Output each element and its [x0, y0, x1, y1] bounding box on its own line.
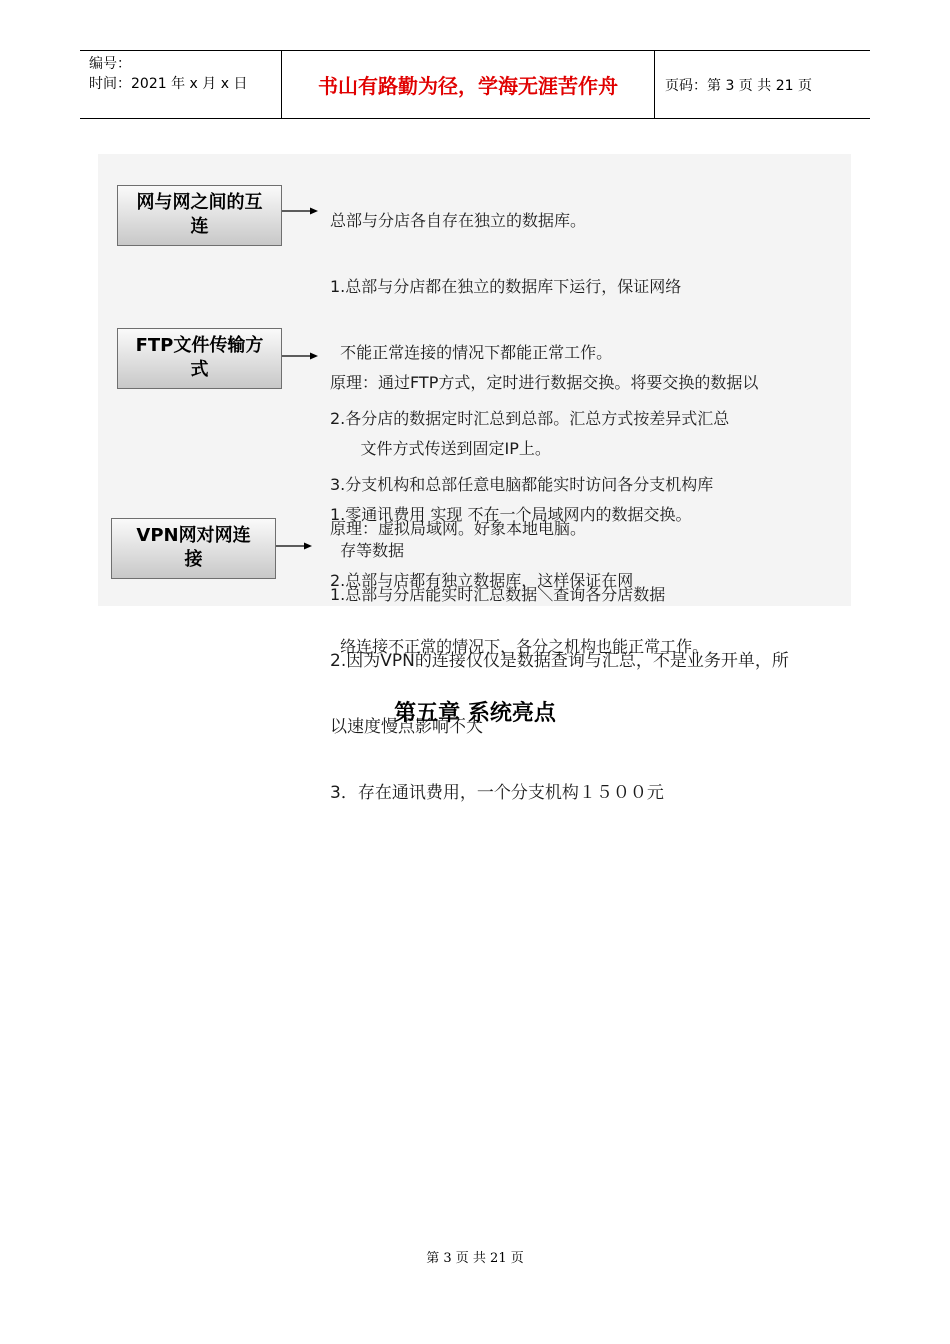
desc-line: 络连接不正常的情况下，各分之机构也能正常工作。 — [330, 637, 709, 656]
desc-line: 1.总部与分店都在独立的数据库下运行，保证网络 — [330, 277, 682, 296]
box-ftp-transfer — [117, 328, 282, 389]
serial-label: 编号： — [89, 56, 131, 72]
desc-line: 文件方式传送到固定IP上。 — [330, 439, 551, 458]
box-line: 网与网之间的互 — [136, 192, 263, 213]
time-label: 时间：2021 年 x 月 x 日 — [89, 76, 248, 92]
desc-line: 1.总部与分店能实时汇总数据＼查询各分店数据 — [330, 585, 666, 604]
desc-vpn — [330, 474, 789, 848]
box-line: 连 — [190, 216, 209, 237]
desc-line: 以速度慢点影响不大 — [330, 717, 483, 737]
box-line: 接 — [184, 549, 203, 570]
box-line: VPN网对网连 — [136, 525, 251, 546]
desc-line: 1.零通讯费用 实现 不在一个局域网内的数据交换。 — [330, 505, 692, 524]
arrow-icon — [276, 541, 312, 551]
desc-line: 存等数据 — [330, 541, 405, 560]
desc-line: 原理：虚拟局域网。好象本地电脑。 — [330, 519, 587, 538]
box-vpn — [111, 518, 276, 579]
header-meta — [80, 51, 281, 118]
page-header — [80, 50, 870, 119]
desc-line: 3．存在通讯费用，一个分支机构１５００元 — [330, 783, 664, 803]
desc-line: 总部与分店各自存在独立的数据库。 — [330, 211, 587, 230]
desc-line: 2.各分店的数据定时汇总到总部。汇总方式按差异式汇总 — [330, 409, 730, 428]
box-line: 式 — [190, 359, 209, 380]
desc-line: 2.因为VPN的连接仅仅是数据查询与汇总，不是业务开单，所 — [330, 651, 789, 671]
box-net-to-net — [117, 185, 282, 246]
desc-line: 3.分支机构和总部任意电脑都能实时访问各分支机构库 — [330, 475, 714, 494]
chapter-title: 第五章 系统亮点 — [394, 700, 556, 726]
desc-line: 原理：通过FTP方式，定时进行数据交换。将要交换的数据以 — [330, 373, 759, 392]
desc-line: 2.总部与店都有独立数据库，这样保证在网 — [330, 571, 634, 590]
page-footer: 第 3 页 共 21 页 — [426, 1251, 524, 1266]
header-page-info: 页码：第 3 页 共 21 页 — [665, 77, 812, 94]
desc-line: 不能正常连接的情况下都能正常工作。 — [330, 343, 613, 362]
header-motto: 书山有路勤为径，学海无涯苦作舟 — [281, 51, 655, 118]
arrow-icon — [282, 351, 318, 361]
box-line: FTP文件传输方 — [135, 335, 264, 356]
arrow-icon — [282, 206, 318, 216]
